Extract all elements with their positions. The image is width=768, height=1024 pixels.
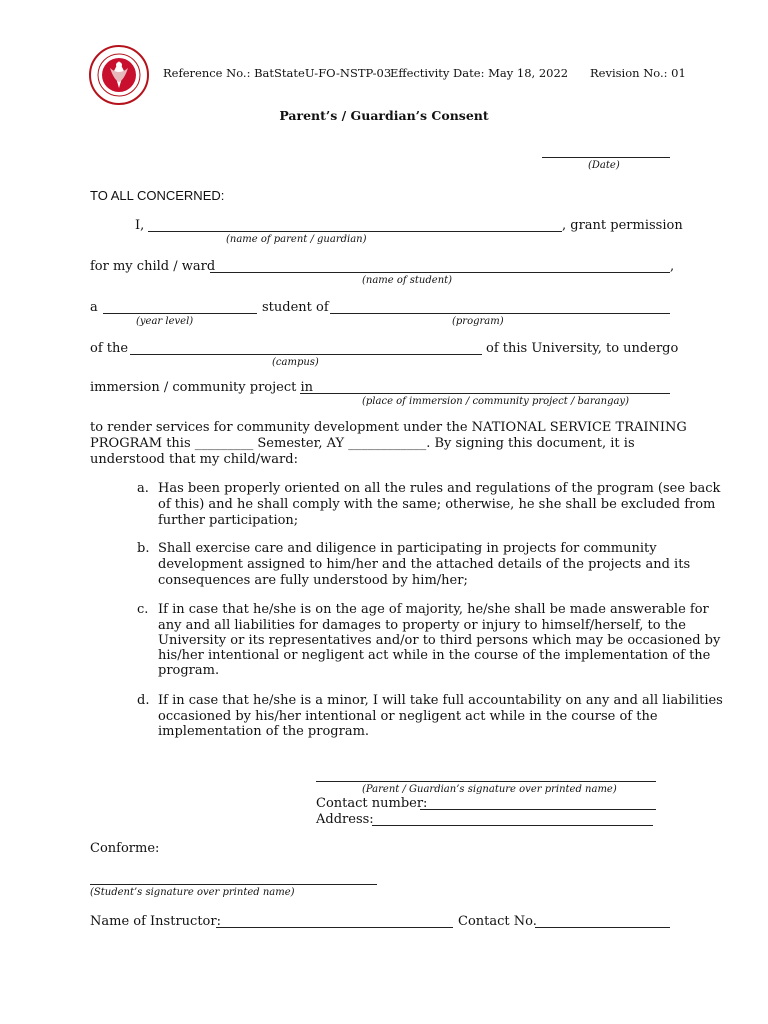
item-c-line-3: University or its representatives and/or to third persons which may be occasioned by — [158, 633, 721, 648]
of-the-text: of the — [90, 341, 129, 356]
immersion-prefix: immersion / community project in — [90, 380, 314, 395]
item-d-line-2: occasioned by his/her intentional or negligent act while in the course of the — [158, 709, 658, 724]
grant-permission-text: , grant permission — [562, 218, 683, 233]
instructor-name-label: Name of Instructor: — [90, 914, 221, 929]
item-c-line-1: If in case that he/she is on the age of majority, he/she shall be made answerable for — [158, 602, 709, 617]
instructor-name-line[interactable] — [216, 927, 453, 928]
instructor-contact-label: Contact No. — [458, 914, 537, 929]
program-caption: (program) — [452, 316, 504, 327]
place-caption: (place of immersion / community project / barangay) — [362, 396, 629, 407]
address-line[interactable] — [372, 825, 653, 826]
i-prefix: I, — [135, 218, 145, 233]
item-c-line-2: any and all liabilities for damages to property or injury to himself/herself, to the — [158, 618, 686, 633]
parent-signature-line[interactable] — [316, 781, 656, 782]
item-c-marker: c. — [137, 602, 149, 617]
student-name-line[interactable] — [210, 272, 670, 273]
item-a-marker: a. — [137, 481, 149, 496]
intro-line-2: PROGRAM this _________ Semester, AY ____________. By signing this document, it is — [90, 436, 635, 451]
year-caption: (year level) — [136, 316, 194, 327]
contact-number-line[interactable] — [420, 809, 656, 810]
item-d-line-1: If in case that he/she is a minor, I will take full accountability on any and all liabilities — [158, 693, 723, 708]
item-a-line-2: of this) and he shall comply with the same; otherwise, he she shall be excluded from — [158, 497, 716, 512]
parent-caption: (name of parent / guardian) — [226, 234, 367, 245]
intro-line-1: to render services for community development under the NATIONAL SERVICE TRAINING — [90, 420, 687, 435]
year-level-line[interactable] — [103, 313, 257, 314]
child-prefix: for my child / ward — [90, 259, 216, 274]
item-b-line-1: Shall exercise care and diligence in participating in projects for community — [158, 541, 657, 556]
page-title: Parent’s / Guardian’s Consent — [279, 108, 489, 123]
date-line — [542, 157, 670, 158]
item-c-line-4: his/her intentional or negligent act while in the course of the implementation of the — [158, 648, 711, 663]
item-d-line-3: implementation of the program. — [158, 724, 370, 739]
campus-line[interactable] — [130, 354, 482, 355]
item-a-line-1: Has been properly oriented on all the rules and regulations of the program (see back — [158, 481, 721, 496]
effectivity-date: Effectivity Date: May 18, 2022 — [390, 66, 569, 80]
place-line[interactable] — [300, 393, 670, 394]
conforme-label: Conforme: — [90, 841, 160, 856]
student-signature-caption: (Student’s signature over printed name) — [90, 887, 295, 898]
parent-signature-caption: (Parent / Guardian’s signature over printed name) — [362, 784, 617, 795]
reference-number: Reference No.: BatStateU-FO-NSTP-03 — [163, 66, 392, 80]
item-d-marker: d. — [137, 693, 150, 708]
a-prefix: a — [90, 300, 98, 315]
parent-name-line[interactable] — [148, 231, 562, 232]
university-text: of this University, to undergo — [486, 341, 679, 356]
item-a-line-3: further participation; — [158, 513, 299, 528]
item-b-line-2: development assigned to him/her and the attached details of the projects and its — [158, 557, 691, 572]
student-signature-line[interactable] — [90, 884, 377, 885]
program-line[interactable] — [330, 313, 670, 314]
date-caption: (Date) — [588, 160, 620, 171]
revision-number: Revision No.: 01 — [590, 66, 686, 80]
child-suffix: , — [670, 259, 675, 274]
salutation: TO ALL CONCERNED: — [90, 188, 225, 203]
student-of-text: student of — [262, 300, 329, 315]
student-caption: (name of student) — [362, 275, 453, 286]
contact-number-label: Contact number: — [316, 796, 428, 811]
university-seal-logo — [88, 44, 150, 106]
item-b-marker: b. — [137, 541, 150, 556]
intro-line-3: understood that my child/ward: — [90, 452, 298, 467]
instructor-contact-line[interactable] — [535, 927, 670, 928]
item-b-line-3: consequences are fully understood by him/her; — [158, 573, 468, 588]
item-c-line-5: program. — [158, 663, 220, 678]
address-label: Address: — [316, 812, 374, 827]
campus-caption: (campus) — [272, 357, 319, 368]
